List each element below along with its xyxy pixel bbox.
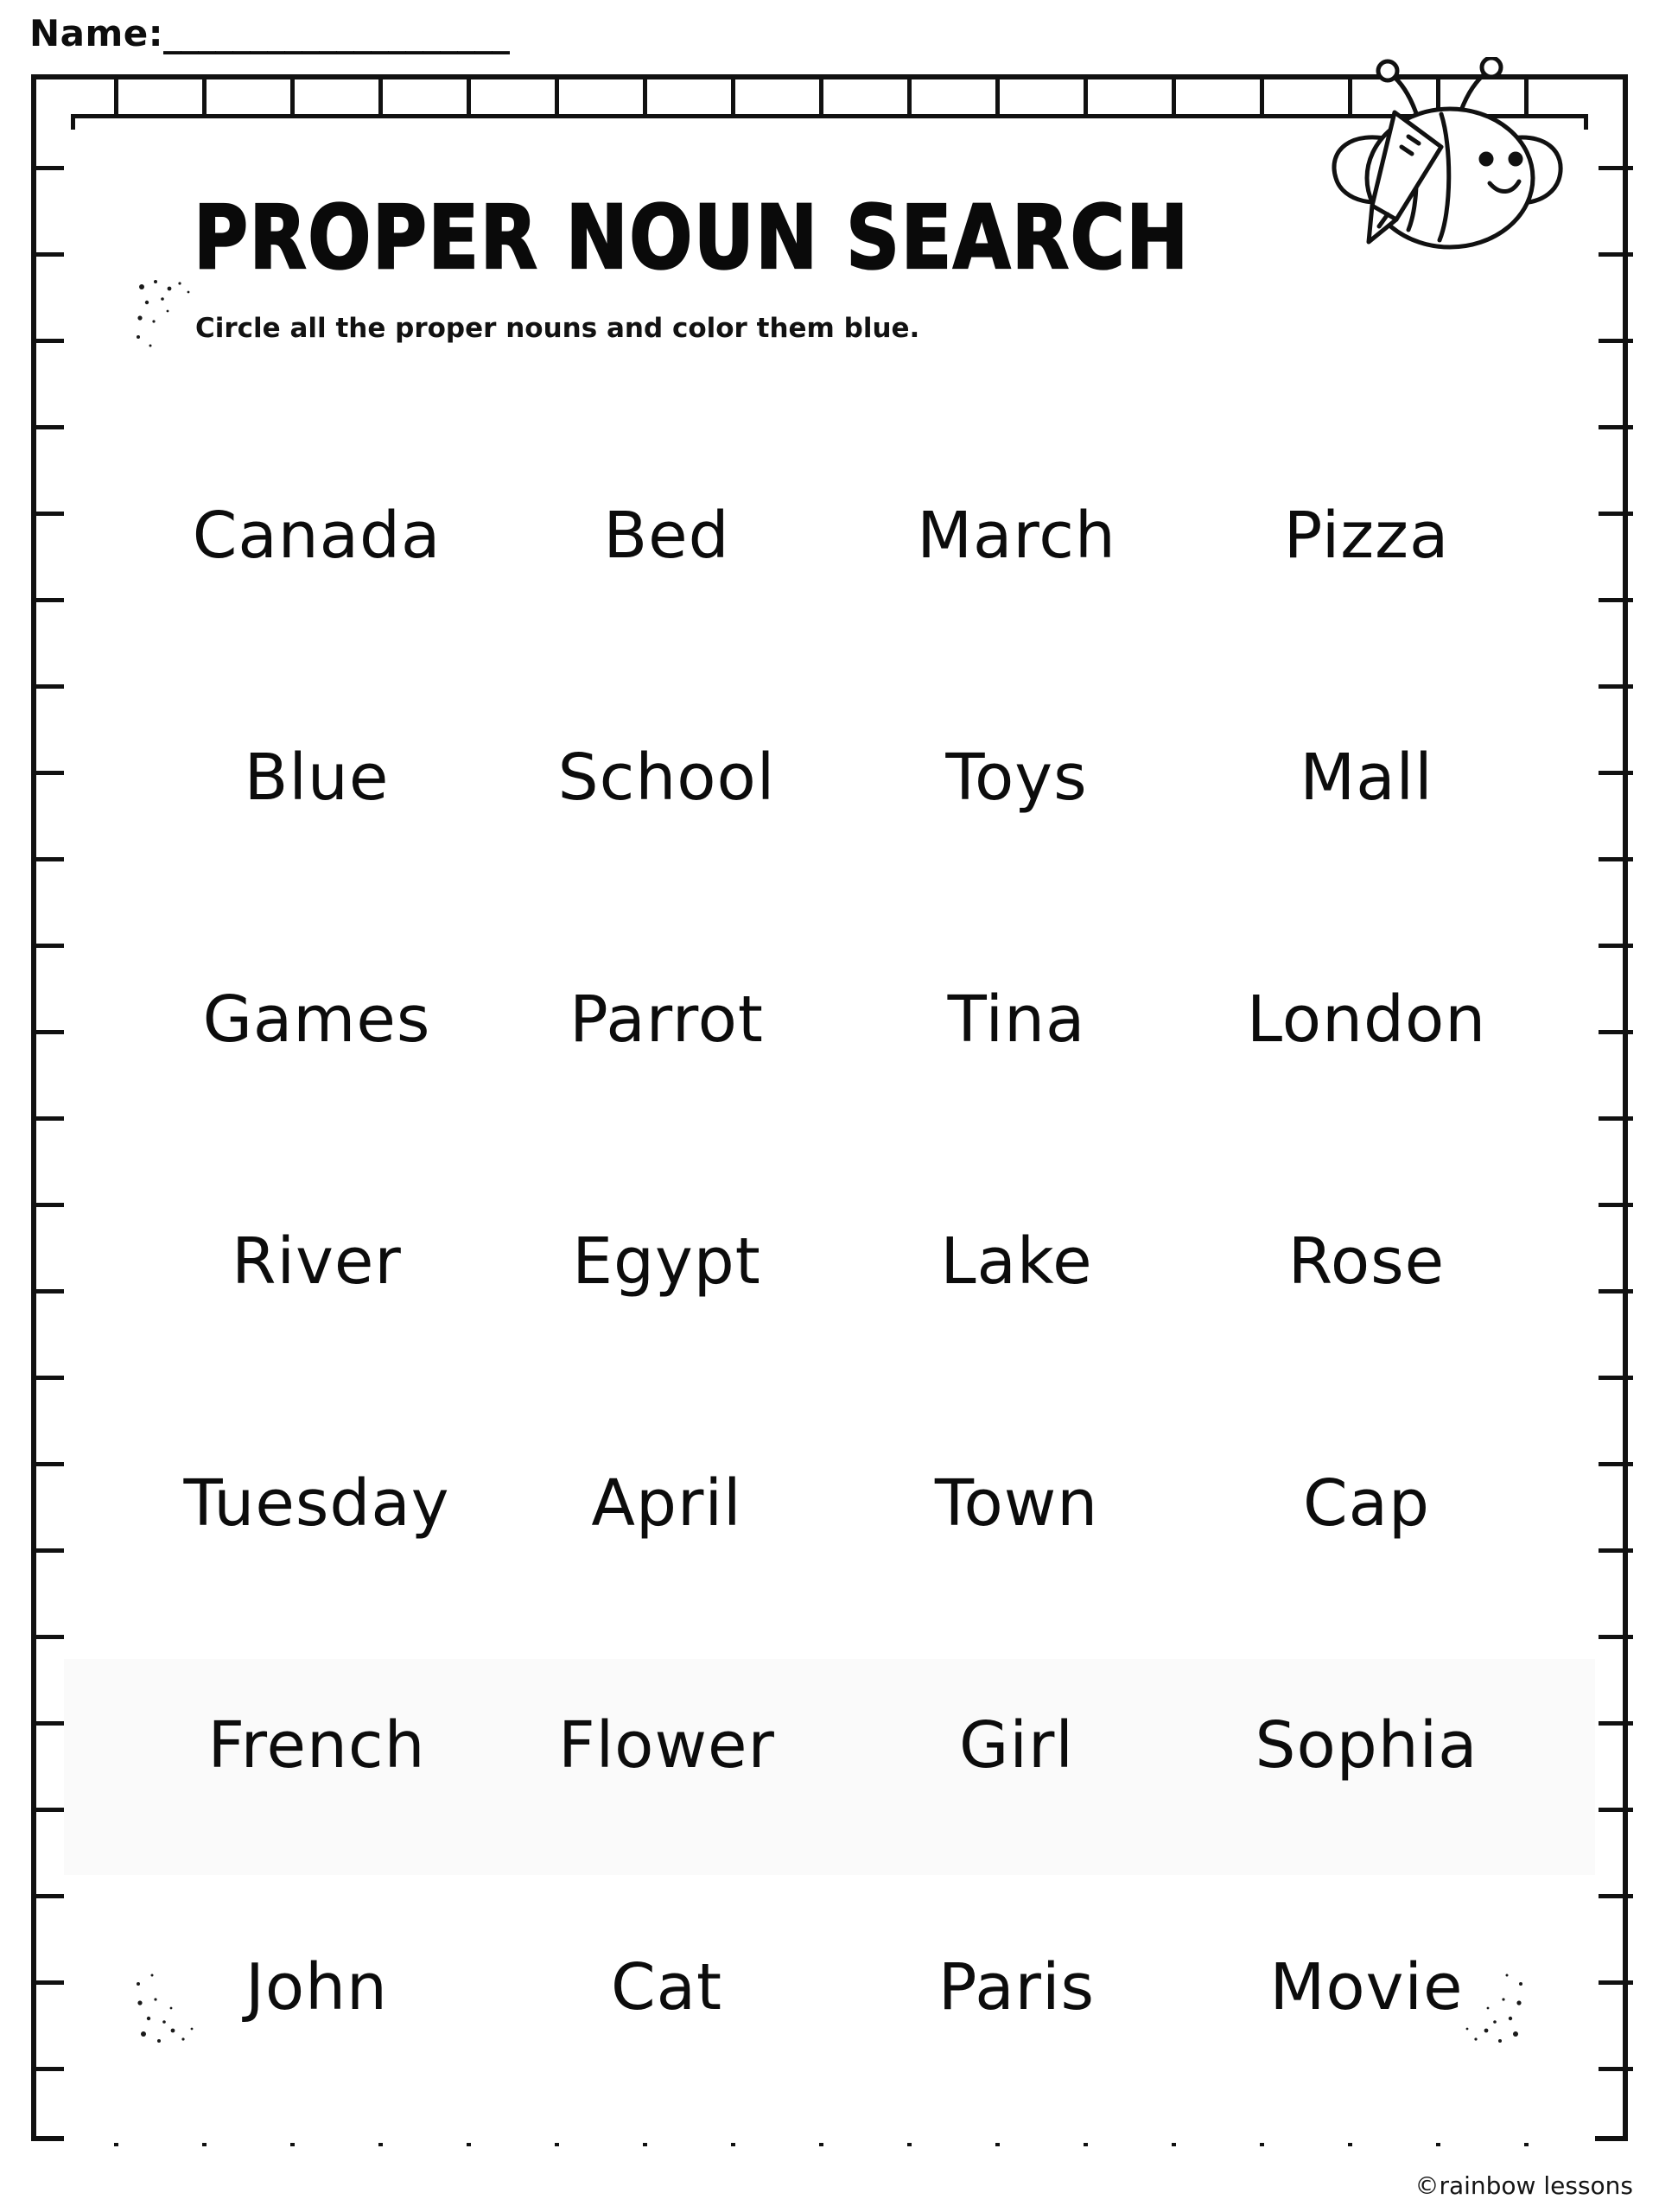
word-item[interactable]: Paris: [938, 1950, 1096, 2024]
brick-tick: [1260, 79, 1264, 114]
word-item[interactable]: School: [557, 741, 776, 815]
name-line: [29, 12, 509, 54]
name-blank: ____________________: [163, 12, 510, 54]
word-item[interactable]: Blue: [244, 741, 390, 815]
brick-tick: [467, 79, 471, 114]
brick-tick: [1599, 1116, 1633, 1121]
brick-tick: [1599, 1894, 1633, 1898]
brick-tick: [1599, 1635, 1633, 1639]
word-item[interactable]: Mall: [1300, 741, 1433, 815]
word-item[interactable]: Games: [202, 982, 431, 1057]
word-item[interactable]: Toys: [945, 741, 1088, 815]
brick-tick: [1599, 1030, 1633, 1034]
brick-tick: [1599, 857, 1633, 861]
word-item[interactable]: Pizza: [1283, 499, 1450, 573]
brick-tick: [1084, 79, 1088, 114]
brick-tick: [1599, 1289, 1633, 1294]
word-item[interactable]: Tuesday: [183, 1466, 450, 1541]
brick-tick: [1599, 2067, 1633, 2071]
word-item[interactable]: Canada: [192, 499, 442, 573]
brick-tick: [290, 79, 295, 114]
brick-tick: [378, 79, 383, 114]
brick-tick: [819, 79, 823, 114]
brick-tick: [1599, 425, 1633, 429]
word-item[interactable]: River: [232, 1224, 402, 1299]
word-item[interactable]: French: [207, 1708, 426, 1783]
brick-tick: [1599, 684, 1633, 689]
page-title: PROPER NOUN SEARCH: [194, 187, 1190, 289]
copyright-credit: ©rainbow lessons: [1414, 2171, 1633, 2200]
brick-tick: [1599, 1462, 1633, 1466]
brick-tick: [731, 79, 735, 114]
brick-tick: [1599, 771, 1633, 775]
brick-tick: [1172, 79, 1176, 114]
word-item[interactable]: March: [917, 499, 1116, 573]
brick-tick: [555, 79, 559, 114]
brick-tick: [1599, 1980, 1633, 1985]
word-item[interactable]: April: [591, 1466, 742, 1541]
brick-tick: [1599, 1548, 1633, 1553]
word-item[interactable]: Parrot: [569, 982, 764, 1057]
brick-tick: [1599, 166, 1633, 170]
brick-tick: [995, 79, 1000, 114]
word-item[interactable]: Town: [934, 1466, 1099, 1541]
brick-tick: [1599, 1203, 1633, 1207]
brick-tick: [114, 79, 118, 114]
word-item[interactable]: Girl: [959, 1708, 1074, 1783]
word-item[interactable]: Flower: [558, 1708, 775, 1783]
word-item[interactable]: Cap: [1303, 1466, 1430, 1541]
word-item[interactable]: Rose: [1287, 1224, 1446, 1299]
name-label: Name:: [29, 12, 164, 54]
bee-with-pencil-icon: [1289, 57, 1574, 342]
instructions-text: Circle all the proper nouns and color them blue.: [195, 313, 920, 344]
brick-tick: [202, 79, 207, 114]
word-item[interactable]: Cat: [610, 1950, 723, 2024]
word-item[interactable]: Tina: [947, 982, 1086, 1057]
brick-tick: [643, 79, 647, 114]
word-item[interactable]: London: [1246, 982, 1487, 1057]
word-item[interactable]: Movie: [1269, 1950, 1464, 2024]
brick-tick: [1599, 1376, 1633, 1380]
word-grid: [142, 415, 1541, 2108]
word-item[interactable]: John: [245, 1950, 388, 2024]
brick-tick: [1599, 339, 1633, 343]
word-item[interactable]: Lake: [940, 1224, 1093, 1299]
brick-tick: [1599, 944, 1633, 948]
brick-tick: [907, 79, 912, 114]
brick-tick: [1599, 512, 1633, 516]
brick-tick: [1599, 1721, 1633, 1726]
word-item[interactable]: Egypt: [572, 1224, 761, 1299]
brick-tick: [1599, 252, 1633, 257]
brick-tick: [1599, 1808, 1633, 1812]
word-item[interactable]: Bed: [603, 499, 730, 573]
word-item[interactable]: Sophia: [1255, 1708, 1478, 1783]
brick-tick: [1599, 598, 1633, 602]
worksheet-sheet: [64, 130, 1595, 2143]
